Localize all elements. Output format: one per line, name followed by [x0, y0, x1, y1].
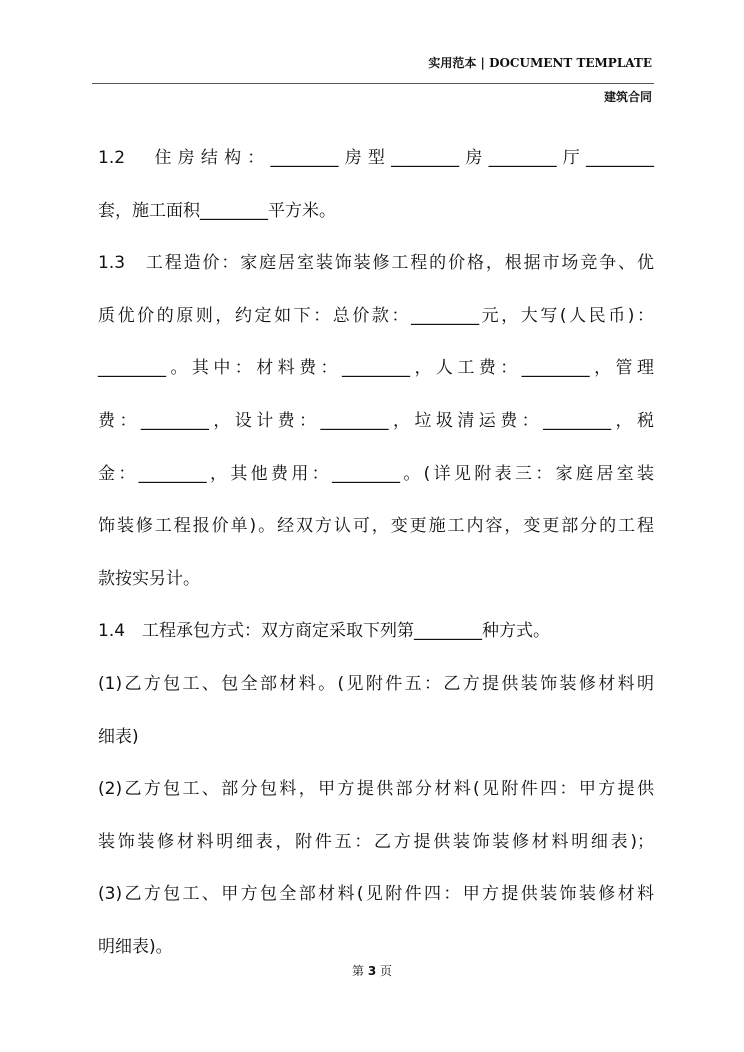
page-number: 3: [367, 964, 377, 978]
body-line: 饰装修工程报价单)。经双方认可，变更施工内容，变更部分的工程: [98, 516, 654, 537]
body-line: ________。其中：材料费：________，人工费：________，管理: [98, 358, 654, 379]
page-footer: [0, 962, 744, 979]
body-line: (3)乙方包工、甲方包全部材料(见附件四：甲方提供装饰装修材料: [98, 884, 654, 905]
header-divider: [92, 83, 654, 84]
body-line: 1.3 工程造价：家庭居室装饰装修工程的价格，根据市场竞争、优: [98, 253, 654, 274]
body-line: 1.2 住房结构：________房型________房________厅________: [98, 148, 654, 168]
header-category: 建筑合同: [603, 90, 652, 104]
body-line: 装饰装修材料明细表，附件五：乙方提供装饰装修材料明细表)；: [98, 831, 654, 852]
body-line: (1)乙方包工、包全部材料。(见附件五：乙方提供装饰装修材料明: [98, 673, 654, 694]
body-line: 金：________，其他费用：________。(详见附表三：家庭居室装: [98, 463, 654, 484]
contract-body: [98, 136, 654, 978]
body-line: 1.4 工程承包方式：双方商定采取下列第________种方式。: [98, 621, 551, 642]
header-document-template-label: 实用范本 | DOCUMENT TEMPLATE: [428, 56, 652, 70]
body-line: 明细表)。: [98, 936, 173, 957]
page-prefix: 第: [351, 964, 364, 978]
body-line: 款按实另计。: [98, 568, 200, 589]
body-line: 质优价的原则，约定如下：总价款：________元，大写(人民币)：: [98, 305, 654, 326]
page-suffix: 页: [380, 964, 393, 978]
body-line: 费：________，设计费：________，垃圾清运费：________，税: [98, 410, 654, 431]
body-line: (2)乙方包工、部分包料，甲方提供部分材料(见附件四：甲方提供: [98, 779, 654, 800]
body-line: 套，施工面积________平方米。: [98, 200, 336, 221]
body-line: 细表): [98, 726, 139, 747]
